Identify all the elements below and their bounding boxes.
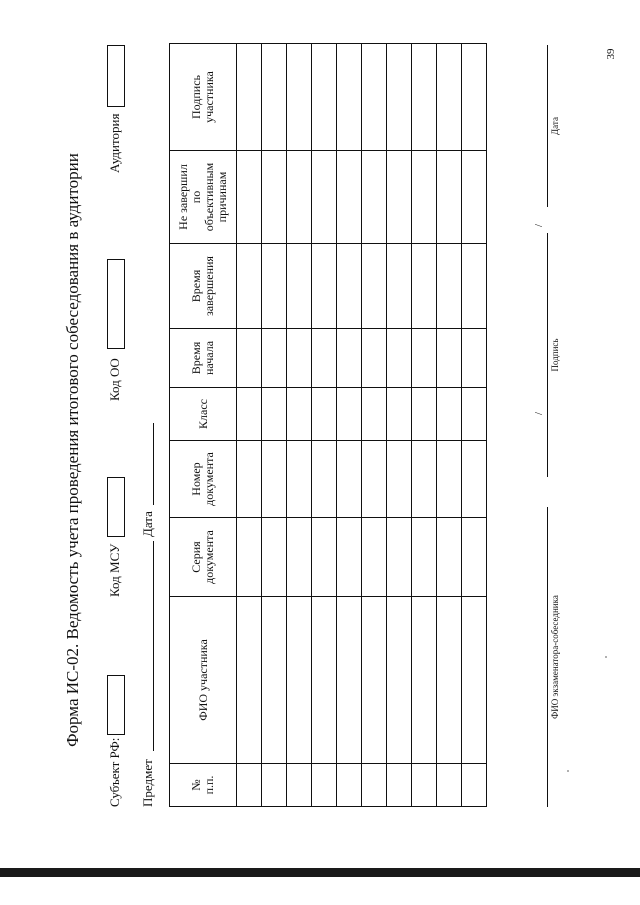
table-row <box>262 44 287 807</box>
table-cell[interactable] <box>237 764 262 807</box>
table-row <box>337 44 362 807</box>
table-cell[interactable] <box>287 388 312 441</box>
table-cell[interactable] <box>437 764 462 807</box>
table-row <box>462 44 487 807</box>
participants-table <box>169 43 487 807</box>
signature-label: Подпись <box>550 338 560 372</box>
table-row <box>237 44 262 807</box>
date-line-footer[interactable] <box>547 45 548 207</box>
table-cell[interactable] <box>462 329 487 388</box>
table-cell[interactable] <box>262 244 287 329</box>
table-cell[interactable] <box>387 44 412 151</box>
col-number: № п.п. <box>170 764 237 807</box>
date-label-footer: Дата <box>550 117 560 135</box>
table-cell[interactable] <box>412 518 437 597</box>
table-row <box>312 44 337 807</box>
table-cell[interactable] <box>237 441 262 518</box>
code-msu-label: Код МСУ <box>107 543 122 597</box>
table-cell[interactable] <box>237 388 262 441</box>
table-cell[interactable] <box>287 441 312 518</box>
table-cell[interactable] <box>337 518 362 597</box>
table-cell[interactable] <box>437 441 462 518</box>
table-row <box>362 44 387 807</box>
table-cell[interactable] <box>262 329 287 388</box>
table-cell[interactable] <box>437 44 462 151</box>
table-cell[interactable] <box>287 518 312 597</box>
table-cell[interactable] <box>387 441 412 518</box>
table-cell[interactable] <box>462 244 487 329</box>
table-cell[interactable] <box>312 329 337 388</box>
col-document-number: Номер документа <box>170 441 237 518</box>
table-cell[interactable] <box>387 597 412 764</box>
date-label: Дата <box>140 511 155 537</box>
table-row <box>387 44 412 807</box>
table-cell[interactable] <box>262 151 287 244</box>
table-cell[interactable] <box>237 151 262 244</box>
table-cell[interactable] <box>312 44 337 151</box>
table-cell[interactable] <box>387 764 412 807</box>
examiner-name-line[interactable] <box>547 507 548 807</box>
table-cell[interactable] <box>362 329 387 388</box>
table-cell[interactable] <box>462 44 487 151</box>
table-cell[interactable] <box>387 151 412 244</box>
table-cell[interactable] <box>312 441 337 518</box>
code-oo-label: Код ОО <box>107 358 122 401</box>
table-cell[interactable] <box>262 597 287 764</box>
col-end-time: Время завершения <box>170 244 237 329</box>
subject-line[interactable] <box>153 541 154 751</box>
col-document-series: Серия документа <box>170 518 237 597</box>
table-cell[interactable] <box>262 44 287 151</box>
table-row <box>437 44 462 807</box>
table-cell[interactable] <box>237 244 262 329</box>
subject-label: Предмет <box>140 759 155 807</box>
table-cell[interactable] <box>412 244 437 329</box>
table-cell[interactable] <box>462 764 487 807</box>
examiner-name-label: ФИО экзаменатора-собеседника <box>550 595 560 719</box>
table-cell[interactable] <box>462 441 487 518</box>
code-msu-box[interactable] <box>107 477 125 537</box>
subject-rf-label: Субъект РФ: <box>107 737 122 807</box>
table-cell[interactable] <box>362 244 387 329</box>
table-cell[interactable] <box>412 44 437 151</box>
table-cell[interactable] <box>412 151 437 244</box>
table-cell[interactable] <box>287 597 312 764</box>
table-cell[interactable] <box>362 764 387 807</box>
col-participant-signature: Подпись участника <box>170 44 237 151</box>
table-cell[interactable] <box>312 518 337 597</box>
table-cell[interactable] <box>387 388 412 441</box>
table-cell[interactable] <box>412 597 437 764</box>
table-cell[interactable] <box>287 329 312 388</box>
table-cell[interactable] <box>312 151 337 244</box>
table-cell[interactable] <box>337 388 362 441</box>
table-cell[interactable] <box>362 151 387 244</box>
table-cell[interactable] <box>262 518 287 597</box>
col-participant-name: ФИО участника <box>170 597 237 764</box>
table-cell[interactable] <box>437 518 462 597</box>
separator: / <box>533 411 545 415</box>
form-title: Форма ИС-02. Ведомость учета проведения итогового собеседования в аудитории <box>63 153 82 747</box>
table-cell[interactable] <box>412 329 437 388</box>
table-cell[interactable] <box>437 388 462 441</box>
col-not-completed: Не завершил по объективным причинам <box>170 151 237 244</box>
table-row <box>412 44 437 807</box>
table-cell[interactable] <box>387 329 412 388</box>
table-cell[interactable] <box>362 597 387 764</box>
auditorium-box[interactable] <box>107 45 125 107</box>
form-is-02 <box>40 25 640 875</box>
col-grade: Класс <box>170 388 237 441</box>
table-cell[interactable] <box>362 388 387 441</box>
table-cell[interactable] <box>312 388 337 441</box>
table-cell[interactable] <box>337 44 362 151</box>
table-cell[interactable] <box>237 329 262 388</box>
table-cell[interactable] <box>237 597 262 764</box>
table-cell[interactable] <box>262 764 287 807</box>
table-cell[interactable] <box>437 244 462 329</box>
table-header-row <box>170 44 237 807</box>
col-start-time: Время начала <box>170 329 237 388</box>
code-oo-box[interactable] <box>107 259 125 349</box>
table-cell[interactable] <box>312 244 337 329</box>
table-cell[interactable] <box>337 597 362 764</box>
table-cell[interactable] <box>337 764 362 807</box>
table-cell[interactable] <box>337 151 362 244</box>
table-cell[interactable] <box>262 388 287 441</box>
table-body <box>237 44 487 807</box>
table-cell[interactable] <box>337 441 362 518</box>
table-cell[interactable] <box>362 518 387 597</box>
subject-rf-box[interactable] <box>107 675 125 735</box>
page-number: 39 <box>605 48 617 60</box>
table-row <box>287 44 312 807</box>
table-cell[interactable] <box>412 764 437 807</box>
separator: / <box>533 223 545 227</box>
table-cell[interactable] <box>412 441 437 518</box>
table-cell[interactable] <box>312 597 337 764</box>
date-line[interactable] <box>153 423 154 505</box>
table-cell[interactable] <box>312 764 337 807</box>
table-cell[interactable] <box>462 518 487 597</box>
table-cell[interactable] <box>287 151 312 244</box>
table-cell[interactable] <box>387 518 412 597</box>
table-cell[interactable] <box>412 388 437 441</box>
signature-line[interactable] <box>547 233 548 477</box>
table-cell[interactable] <box>287 44 312 151</box>
table-cell[interactable] <box>237 518 262 597</box>
table-cell[interactable] <box>262 441 287 518</box>
table-cell[interactable] <box>362 441 387 518</box>
table-cell[interactable] <box>437 329 462 388</box>
auditorium-label: Аудитория <box>107 113 122 173</box>
table-cell[interactable] <box>437 597 462 764</box>
table-cell[interactable] <box>287 764 312 807</box>
table-cell[interactable] <box>462 597 487 764</box>
table-cell[interactable] <box>437 151 462 244</box>
table-cell[interactable] <box>387 244 412 329</box>
table-cell[interactable] <box>362 44 387 151</box>
table-cell[interactable] <box>237 44 262 151</box>
table-cell[interactable] <box>462 388 487 441</box>
table-cell[interactable] <box>287 244 312 329</box>
table-cell[interactable] <box>337 244 362 329</box>
table-cell[interactable] <box>462 151 487 244</box>
table-cell[interactable] <box>337 329 362 388</box>
